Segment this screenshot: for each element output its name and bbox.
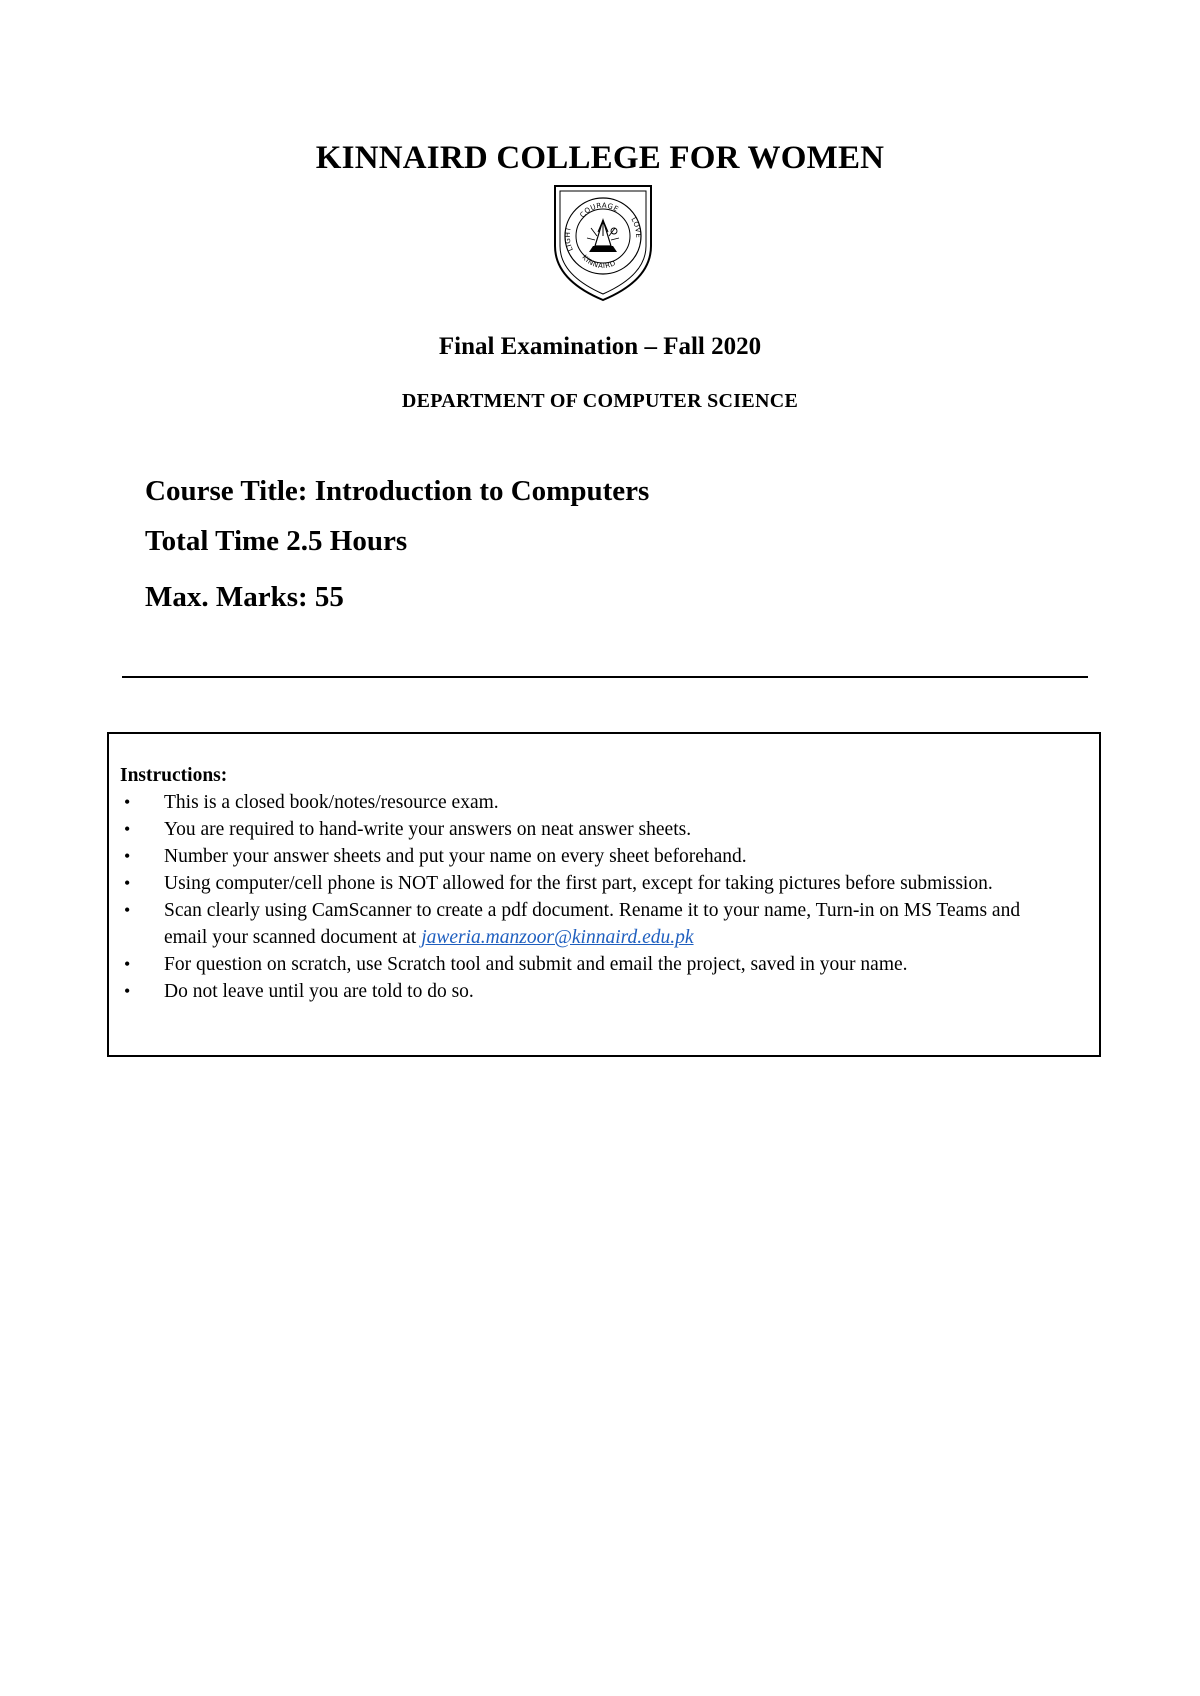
department-name: DEPARTMENT OF COMPUTER SCIENCE [401,390,799,412]
crest-text-left: LIGHT [563,225,575,253]
list-item [120,978,1059,1005]
list-item [120,816,1059,843]
bullet-icon: • [124,792,131,812]
crest-text-bottom: KINNAIRD [580,253,618,271]
bullet-icon: • [124,819,131,839]
college-name: KINNAIRD COLLEGE FOR WOMEN [315,140,885,176]
instruction-text: This is a closed book/notes/resource exam. [164,792,499,813]
max-marks: Max. Marks: 55 [145,581,344,613]
instruction-text: You are required to hand-write your answers on neat answer sheets. [164,819,692,840]
instruction-text: Number your answer sheets and put your name on every sheet beforehand. [164,846,747,867]
email-link[interactable]: jaweria.manzoor@kinnaird.edu.pk [421,927,694,948]
total-time: Total Time 2.5 Hours [145,525,408,557]
course-info [145,473,649,615]
instruction-text: Using computer/cell phone is NOT allowed for the first part, except for taking pictures before submission. [164,873,993,894]
list-item [120,843,1059,870]
list-item [120,897,1059,951]
college-crest-logo [551,180,655,304]
instructions-list [120,789,1059,1005]
bullet-icon: • [124,846,131,866]
bullet-icon: • [124,981,131,1001]
bullet-icon: • [124,954,131,974]
bullet-icon: • [124,873,131,893]
instructions-box [107,732,1101,1057]
crest-text-right: LOVE [629,215,643,239]
list-item [120,870,1059,897]
instruction-text: For question on scratch, use Scratch tool and submit and email the project, saved in your name. [164,954,908,975]
list-item [120,951,1059,978]
course-title: Course Title: Introduction to Computers [145,475,650,507]
instruction-text: Scan clearly using CamScanner to create a pdf document. Rename it to your name, Turn-in on MS Teams and email your scanned document at [164,900,1021,948]
exam-title: Final Examination – Fall 2020 [438,333,762,360]
list-item [120,789,1059,816]
bullet-icon: • [124,900,131,920]
instructions-heading: Instructions: [120,765,228,786]
instruction-text: Do not leave until you are told to do so. [164,981,474,1002]
crest-text-top: COURAGE [578,201,621,220]
section-divider [122,676,1088,678]
